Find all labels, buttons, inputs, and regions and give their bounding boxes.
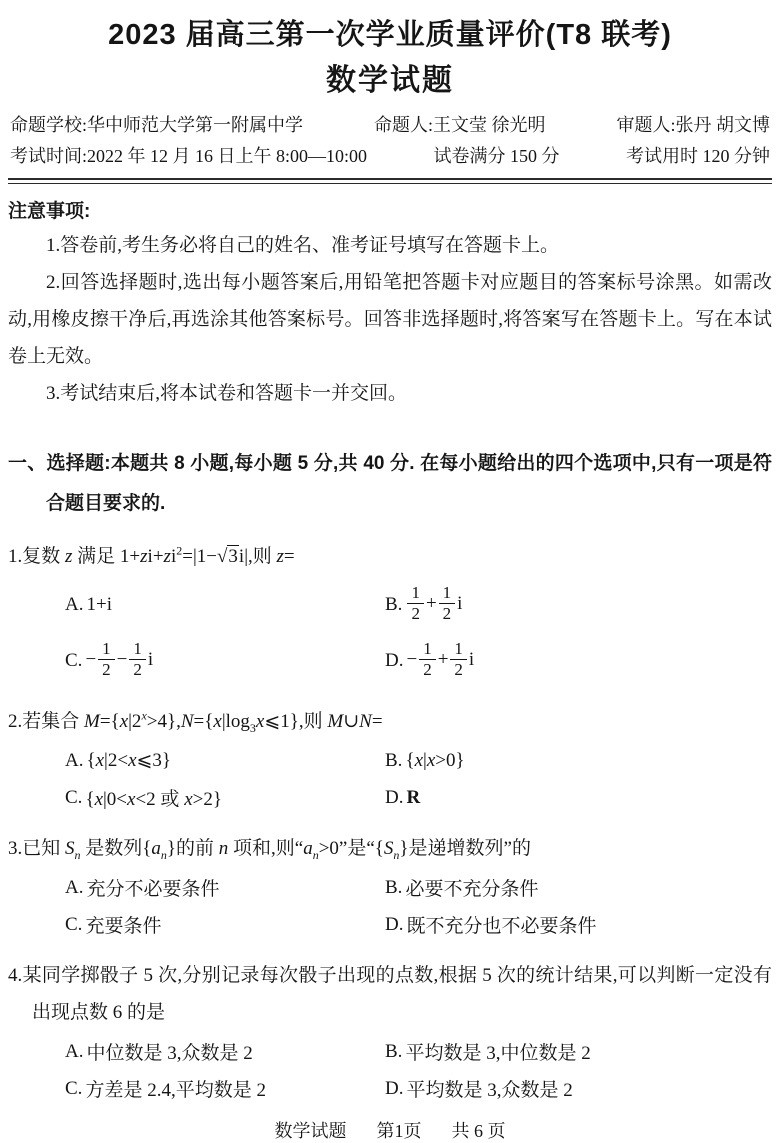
option-label: B. [385,594,403,615]
math-fragment: S [65,838,75,859]
question-4-stem: 4.某同学掷骰子 5 次,分别记录每次骰子出现的点数,根据 5 次的统计结果,可以判断一定没有出现点数 6 的是 [8,965,772,1023]
option-content: 中位数是 3,众数是 2 [86,1043,253,1064]
exam-info-row-2 [10,143,770,169]
option-content: $\frac{1}{2}$ + $\frac{1}{2}$ i [405,585,462,624]
math-fragment: z [163,546,171,567]
math-fragment: a [151,838,161,859]
question-1-stem: 1.复数 z 满足 $1+zi+zi^2=|1-√3i|$,则 z= [8,543,295,567]
option-content: {x|2<x⩽3} [86,750,172,771]
question-3-options [65,869,772,943]
math-fragment: x [255,711,265,732]
math-fragment: x [141,708,147,723]
option-label: B. [385,1040,403,1062]
option-content [406,787,420,809]
option-content: 方差是 2.4,平均数是 2 [85,1080,266,1101]
option-content: 充要条件 [85,916,162,937]
math-fragment: x [128,750,137,771]
math-fragment: x [95,750,105,771]
option-label: B. [385,876,403,898]
notice-item: 2.回答选择题时,选出每小题答案后,用铅笔把答题卡对应题目的答案标号涂黑。如需改动,用橡皮擦干净后,再选涂其他答案标号。回答非选择题时,将答案写在答题卡上。写在本试卷上无效。 [8,272,772,367]
math-fragment: x [119,711,129,732]
option-content: 充分不必要条件 [86,879,220,900]
question-4 [8,957,772,1107]
math-fragment: n [74,847,81,862]
option-label: A. [65,749,84,771]
option-label: C. [65,786,83,808]
math-fragment: x [127,789,136,810]
math-fragment: z [65,546,73,567]
question-1-options [65,577,772,689]
math-fragment: M [84,711,100,732]
fraction: $\frac{1}{2}$ [129,639,146,678]
option-label: D. [385,913,404,935]
option-content: 1+i [86,594,112,615]
math-fragment: S [383,838,394,859]
math-fragment: M [327,711,344,732]
exam-info-row-1 [10,112,770,138]
info-duration: 考试用时 120 分钟 [625,146,770,166]
question-2-option-a [65,742,385,779]
math-fragment: x [94,789,103,810]
math-fragment: n [218,838,229,859]
math-fragment: 3 [249,720,256,735]
question-4-option-b [385,1033,772,1070]
option-content: 必要不充分条件 [405,879,539,900]
fraction: $\frac{1}{2}$ [419,639,436,678]
footer-doc-title: 数学试题 [274,1121,347,1141]
question-3-option-d [385,906,772,943]
footer-page-count: 共 6 页 [451,1121,506,1141]
info-full-score: 试卷满分 150 分 [433,146,560,166]
fraction: $\frac{1}{2}$ [450,639,467,678]
math-fragment: a [303,838,313,859]
section-one-heading: 一、选择题:本题共 8 小题,每小题 5 分,共 40 分. 在每小题给出的四个选项中,只有一项是符合题目要求的. [8,453,772,514]
option-label: C. [65,1077,83,1099]
math-fragment: N [180,711,194,732]
fraction: $\frac{1}{2}$ [407,583,424,622]
math-fragment: R [406,786,421,808]
math-fragment: x [426,749,436,771]
question-2-option-d [385,779,772,816]
math-fragment: z [140,546,148,567]
option-content: − $\frac{1}{2}$ + $\frac{1}{2}$ i [406,639,475,679]
question-1-option-b [385,577,772,633]
math-fragment: N [359,711,372,732]
math-fragment: n [393,847,400,862]
option-content: − $\frac{1}{2}$ − $\frac{1}{2}$ i [85,639,154,679]
math-fragment: 2 [176,543,183,558]
option-content: {x|x>0} [405,749,465,771]
info-exam-time: 考试时间:2022 年 12 月 16 日上午 8:00—10:00 [10,146,368,166]
header-divider [8,178,772,184]
page-title: 2023 届高三第一次学业质量评价(T8 联考) [108,19,672,51]
option-label: C. [65,650,83,671]
notice-item: 1.答卷前,考生务必将自己的姓名、准考证号填写在答题卡上。 [46,235,560,256]
info-setters: 命题人:王文莹 徐光明 [373,115,546,135]
option-label: A. [65,876,84,898]
question-1-option-a [65,577,385,633]
math-fragment: x [414,749,423,771]
question-4-option-c [65,1070,385,1107]
question-4-option-a [65,1033,385,1070]
notice-heading: 注意事项: [8,201,91,222]
option-content: {x|0<x<2 或 x>2} [85,789,222,810]
option-label: A. [65,594,84,615]
question-3-option-b [385,869,772,906]
fraction: $\frac{1}{2}$ [439,583,456,622]
option-content: 既不充分也不必要条件 [406,916,597,937]
sqrt-radical: √3 [216,546,238,567]
question-1-option-d [385,633,772,689]
option-label: D. [385,786,404,808]
page-subtitle: 数学试题 [326,64,454,97]
option-label: D. [385,1077,404,1099]
option-content: 平均数是 3,中位数是 2 [405,1043,591,1064]
question-2 [8,703,772,816]
question-1-option-c [65,633,385,689]
math-fragment: x [213,711,222,732]
option-content: 平均数是 3,众数是 2 [406,1080,573,1101]
question-2-option-c [65,779,385,816]
notice-item: 3.考试结束后,将本试卷和答题卡一并交回。 [46,383,408,404]
question-3-option-a [65,869,385,906]
question-1 [8,538,772,689]
option-label: A. [65,1040,84,1062]
question-2-stem: 2.若集合 $M=\{x|2^x>4\},N=\{x|\log_3x⩽1\}$,则 M∪N= [8,708,383,735]
option-label: B. [385,749,403,771]
info-school: 命题学校:华中师范大学第一附属中学 [10,115,303,135]
fraction: $\frac{1}{2}$ [98,639,115,678]
math-fragment: x [184,789,193,810]
math-fragment: n [160,847,167,862]
option-label: C. [65,913,83,935]
info-reviewers: 审题人:张丹 胡文博 [616,115,770,135]
math-fragment: n [312,847,319,862]
notice-list [8,227,772,412]
footer-page-number: 第1页 [376,1121,422,1141]
math-fragment: z [276,546,284,567]
option-label: D. [385,650,404,671]
question-4-options [65,1033,772,1107]
question-3-stem: 3.已知 $S_n$ 是数列$\{a_n\}$的前 n 项和,则“$a_n>0$”是“$\{S_n\}$是递增数列”的 [8,838,531,862]
question-3 [8,830,772,943]
question-2-option-b [385,742,772,779]
question-4-option-d [385,1070,772,1107]
page-footer [8,1119,772,1143]
question-2-options [65,742,772,816]
question-3-option-c [65,906,385,943]
